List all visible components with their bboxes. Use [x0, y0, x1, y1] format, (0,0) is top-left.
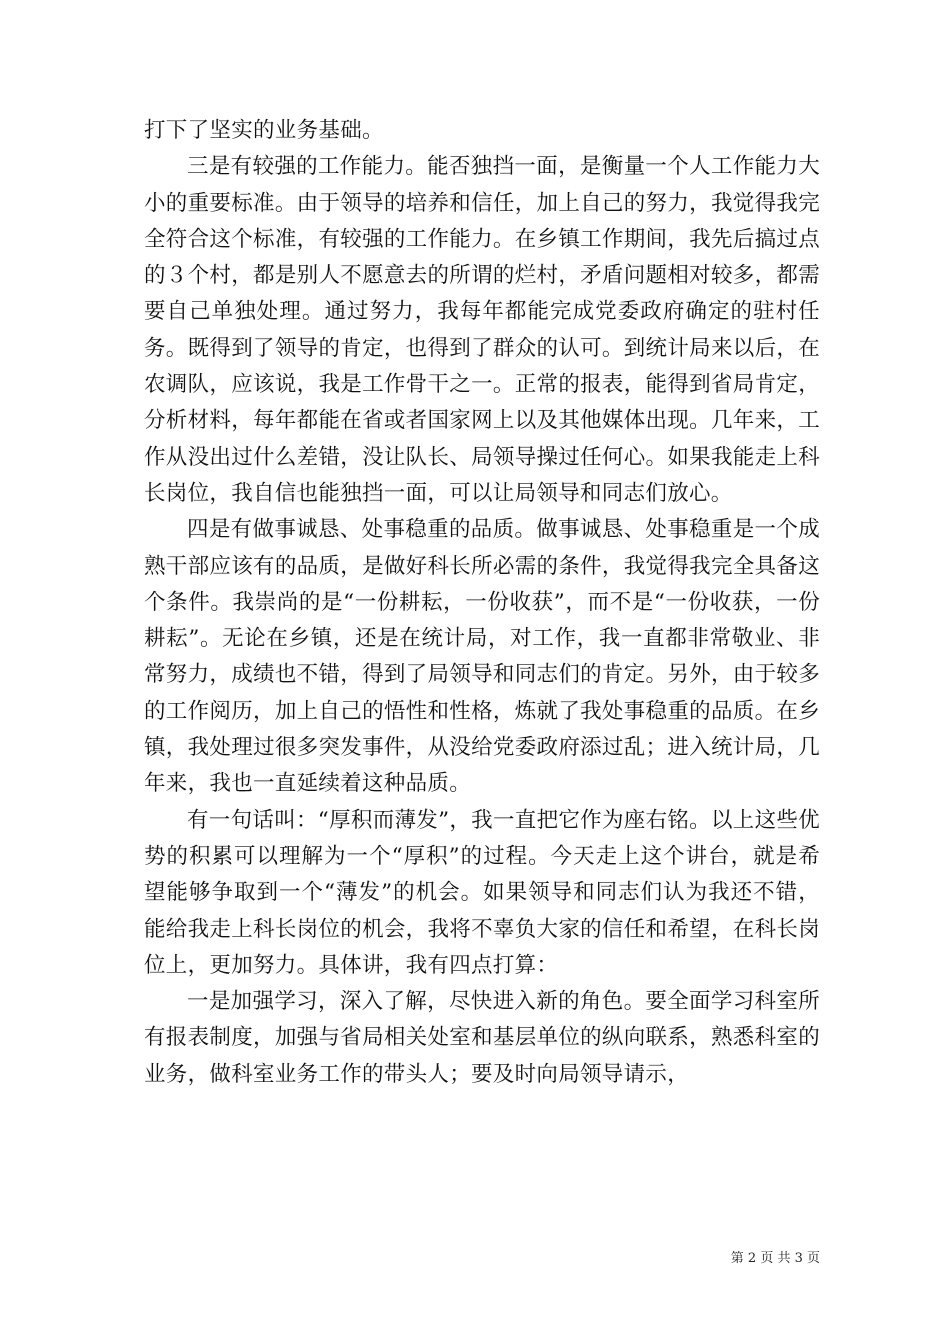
paragraph-motto: 有一句话叫：“厚积而薄发”，我一直把它作为座右铭。以上这些优势的积累可以理解为一个“厚积”的过程。今天走上这个讲台，就是希望能够争取到一个“薄发”的机会。如果领导和同志们认为我还不错，能给我走上科长岗位的机会，我将不辜负大家的信任和希望，在科长岗位上，更加努力。具体讲，我有四点打算： — [144, 807, 820, 978]
paragraph-continuation: 打下了坚实的业务基础。 — [144, 118, 384, 143]
paragraph-plan-one: 一是加强学习，深入了解，尽快进入新的角色。要全面学习科室所有报表制度，加强与省局相关处室和基层单位的纵向联系，熟悉科室的业务，做科室业务工作的带头人；要及时向局领导请示， — [144, 989, 820, 1087]
page-number-footer: 第 2 页 共 3 页 — [730, 1251, 820, 1266]
paragraph-work-ability: 三是有较强的工作能力。能否独挡一面，是衡量一个人工作能力大小的重要标准。由于领导的培养和信任，加上自己的努力，我觉得我完全符合这个标准，有较强的工作能力。在乡镇工作期间，我先后搞过点的３个村，都是别人不愿意去的所谓的烂村，矛盾问题相对较多，都需要自己单独处理。通过努力，我每年都能完成党委政府确定的驻村任务。既得到了领导的肯定，也得到了群众的认可。到统计局来以后，在农调队，应该说，我是工作骨干之一。正常的报表，能得到省局肯定，分析材料，每年都能在省或者国家网上以及其他媒体出现。几年来，工作从没出过什么差错，没让队长、局领导操过任何心。如果我能走上科长岗位，我自信也能独挡一面，可以让局领导和同志们放心。 — [144, 154, 820, 506]
document-body — [144, 113, 820, 1093]
paragraph-character: 四是有做事诚恳、处事稳重的品质。做事诚恳、处事稳重是一个成熟干部应该有的品质，是做好科长所必需的条件，我觉得我完全具备这个条件。我崇尚的是“一份耕耘，一份收获”，而不是“一份收获，一份耕耘”。无论在乡镇，还是在统计局，对工作，我一直都非常敬业、非常努力，成绩也不错，得到了局领导和同志们的肯定。另外，由于较多的工作阅历，加上自己的悟性和性格，炼就了我处事稳重的品质。在乡镇，我处理过很多突发事件，从没给党委政府添过乱；进入统计局，几年来，我也一直延续着这种品质。 — [144, 517, 820, 797]
